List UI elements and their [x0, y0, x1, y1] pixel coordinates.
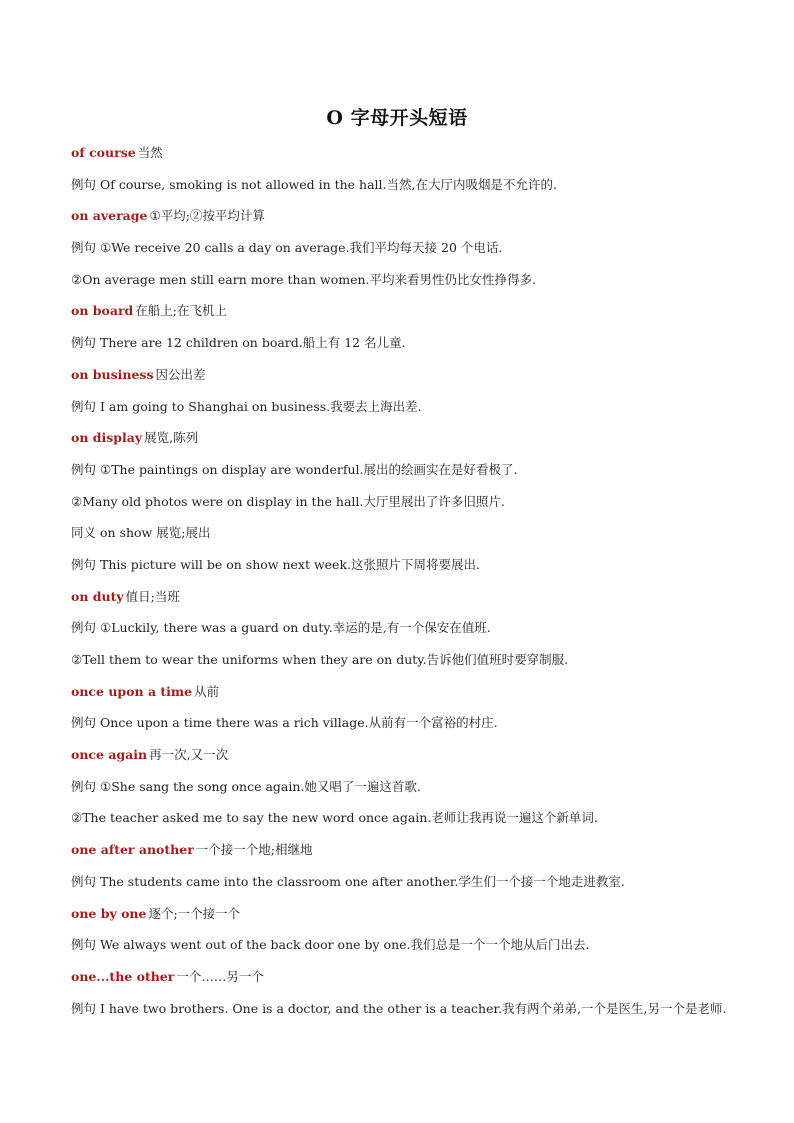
phrase-entry	[71, 365, 751, 397]
example-text: ②Tell them to wear the uniforms when they are on duty.告诉他们值班时要穿制服.	[71, 652, 569, 667]
example-text: ①The paintings on display are wonderful.展出的绘画实在是好看极了.	[100, 461, 518, 477]
phrase-term: on average	[71, 208, 148, 224]
phrase-term: on display	[71, 430, 143, 446]
phrase-term: on business	[71, 366, 154, 382]
phrase-meaning: 当然	[137, 145, 163, 160]
phrase-term: one after another	[71, 842, 194, 858]
example-label: 例句	[71, 398, 97, 414]
example-label: 例句	[71, 176, 97, 192]
phrase-entry	[71, 301, 751, 333]
example-text: ②Many old photos were on display in the hall.大厅里展出了许多旧照片.	[71, 493, 505, 509]
example-label: 例句	[71, 873, 97, 889]
example-sentence	[71, 555, 751, 587]
example-label: 同义	[71, 525, 97, 541]
example-label: 例句	[71, 1000, 97, 1016]
example-sentence	[71, 808, 751, 840]
example-text: ②The teacher asked me to say the new word once again.老师让我再说一遍这个新单词.	[71, 810, 598, 826]
example-label: 例句	[71, 335, 97, 351]
example-sentence	[71, 492, 751, 524]
phrase-meaning: 在船上;在飞机上	[135, 303, 227, 319]
phrase-meaning: ①平均;②按平均计算	[149, 208, 265, 224]
example-text: Of course, smoking is not allowed in the hall.当然,在大厅内吸烟是不允许的.	[100, 176, 557, 192]
phrase-meaning: 展览,陈列	[144, 430, 199, 446]
phrase-term: once upon a time	[71, 683, 193, 699]
phrase-list	[71, 143, 751, 1030]
example-text: Once upon a time there was a rich village.从前有一个富裕的村庄.	[100, 715, 498, 731]
example-sentence	[71, 460, 751, 492]
example-sentence	[71, 270, 751, 302]
phrase-term: of course	[71, 145, 136, 160]
example-label: 例句	[71, 778, 97, 794]
example-text: I am going to Shanghai on business.我要去上海出差.	[100, 398, 422, 414]
example-text: ①We receive 20 calls a day on average.我们平均每天接 20 个电话.	[100, 240, 503, 256]
phrase-entry	[71, 967, 751, 999]
example-sentence	[71, 777, 751, 809]
example-text: ①Luckily, there was a guard on duty.幸运的是,有一个保安在值班.	[100, 620, 491, 636]
example-text: on show 展览;展出	[100, 525, 211, 541]
example-text: ①She sang the song once again.她又唱了一遍这首歌.	[100, 778, 421, 794]
phrase-entry	[71, 904, 751, 936]
example-text: ②On average men still earn more than women.平均来看男性仍比女性挣得多.	[71, 271, 536, 287]
phrase-meaning: 值日;当班	[125, 588, 180, 604]
example-sentence	[71, 935, 751, 967]
example-text: This picture will be on show next week.这张照片下周将要展出.	[100, 556, 480, 572]
example-sentence	[71, 650, 751, 682]
example-text: There are 12 children on board.船上有 12 名儿童.	[100, 335, 406, 351]
phrase-entry	[71, 143, 751, 175]
phrase-term: one...the other	[71, 968, 175, 984]
example-text: I have two brothers. One is a doctor, and the other is a teacher.我有两个弟弟,一个是医生,另一个是老师.	[100, 1000, 727, 1016]
example-label: 例句	[71, 937, 97, 953]
phrase-meaning: 一个接一个地;相继地	[195, 842, 313, 858]
phrase-entry	[71, 587, 751, 619]
example-label: 例句	[71, 461, 97, 477]
example-label: 例句	[71, 240, 97, 256]
example-sentence	[71, 175, 751, 207]
phrase-entry	[71, 206, 751, 238]
example-label: 例句	[71, 715, 97, 731]
phrase-entry	[71, 745, 751, 777]
example-label: 例句	[71, 620, 97, 636]
example-sentence	[71, 333, 751, 365]
phrase-term: once again	[71, 747, 148, 763]
phrase-meaning: 逐个;一个接一个	[148, 905, 241, 921]
phrase-term: on board	[71, 303, 134, 319]
example-sentence	[71, 713, 751, 745]
example-sentence	[71, 872, 751, 904]
example-label: 例句	[71, 556, 97, 572]
example-sentence	[71, 238, 751, 270]
example-sentence	[71, 397, 751, 429]
phrase-term: on duty	[71, 588, 124, 604]
example-sentence	[71, 618, 751, 650]
phrase-entry	[71, 682, 751, 714]
example-text: We always went out of the back door one by one.我们总是一个一个地从后门出去.	[100, 937, 590, 953]
example-sentence	[71, 523, 751, 555]
phrase-term: one by one	[71, 905, 147, 921]
page-title: O 字母开头短语	[326, 107, 468, 129]
phrase-meaning: 一个……另一个	[176, 968, 264, 984]
phrase-entry	[71, 840, 751, 872]
example-text: The students came into the classroom one after another.学生们一个接一个地走进教室.	[100, 873, 625, 889]
phrase-meaning: 因公出差	[155, 366, 206, 382]
phrase-meaning: 再一次,又一次	[149, 747, 229, 763]
phrase-meaning: 从前	[194, 683, 220, 699]
example-sentence	[71, 999, 751, 1031]
phrase-entry	[71, 428, 751, 460]
